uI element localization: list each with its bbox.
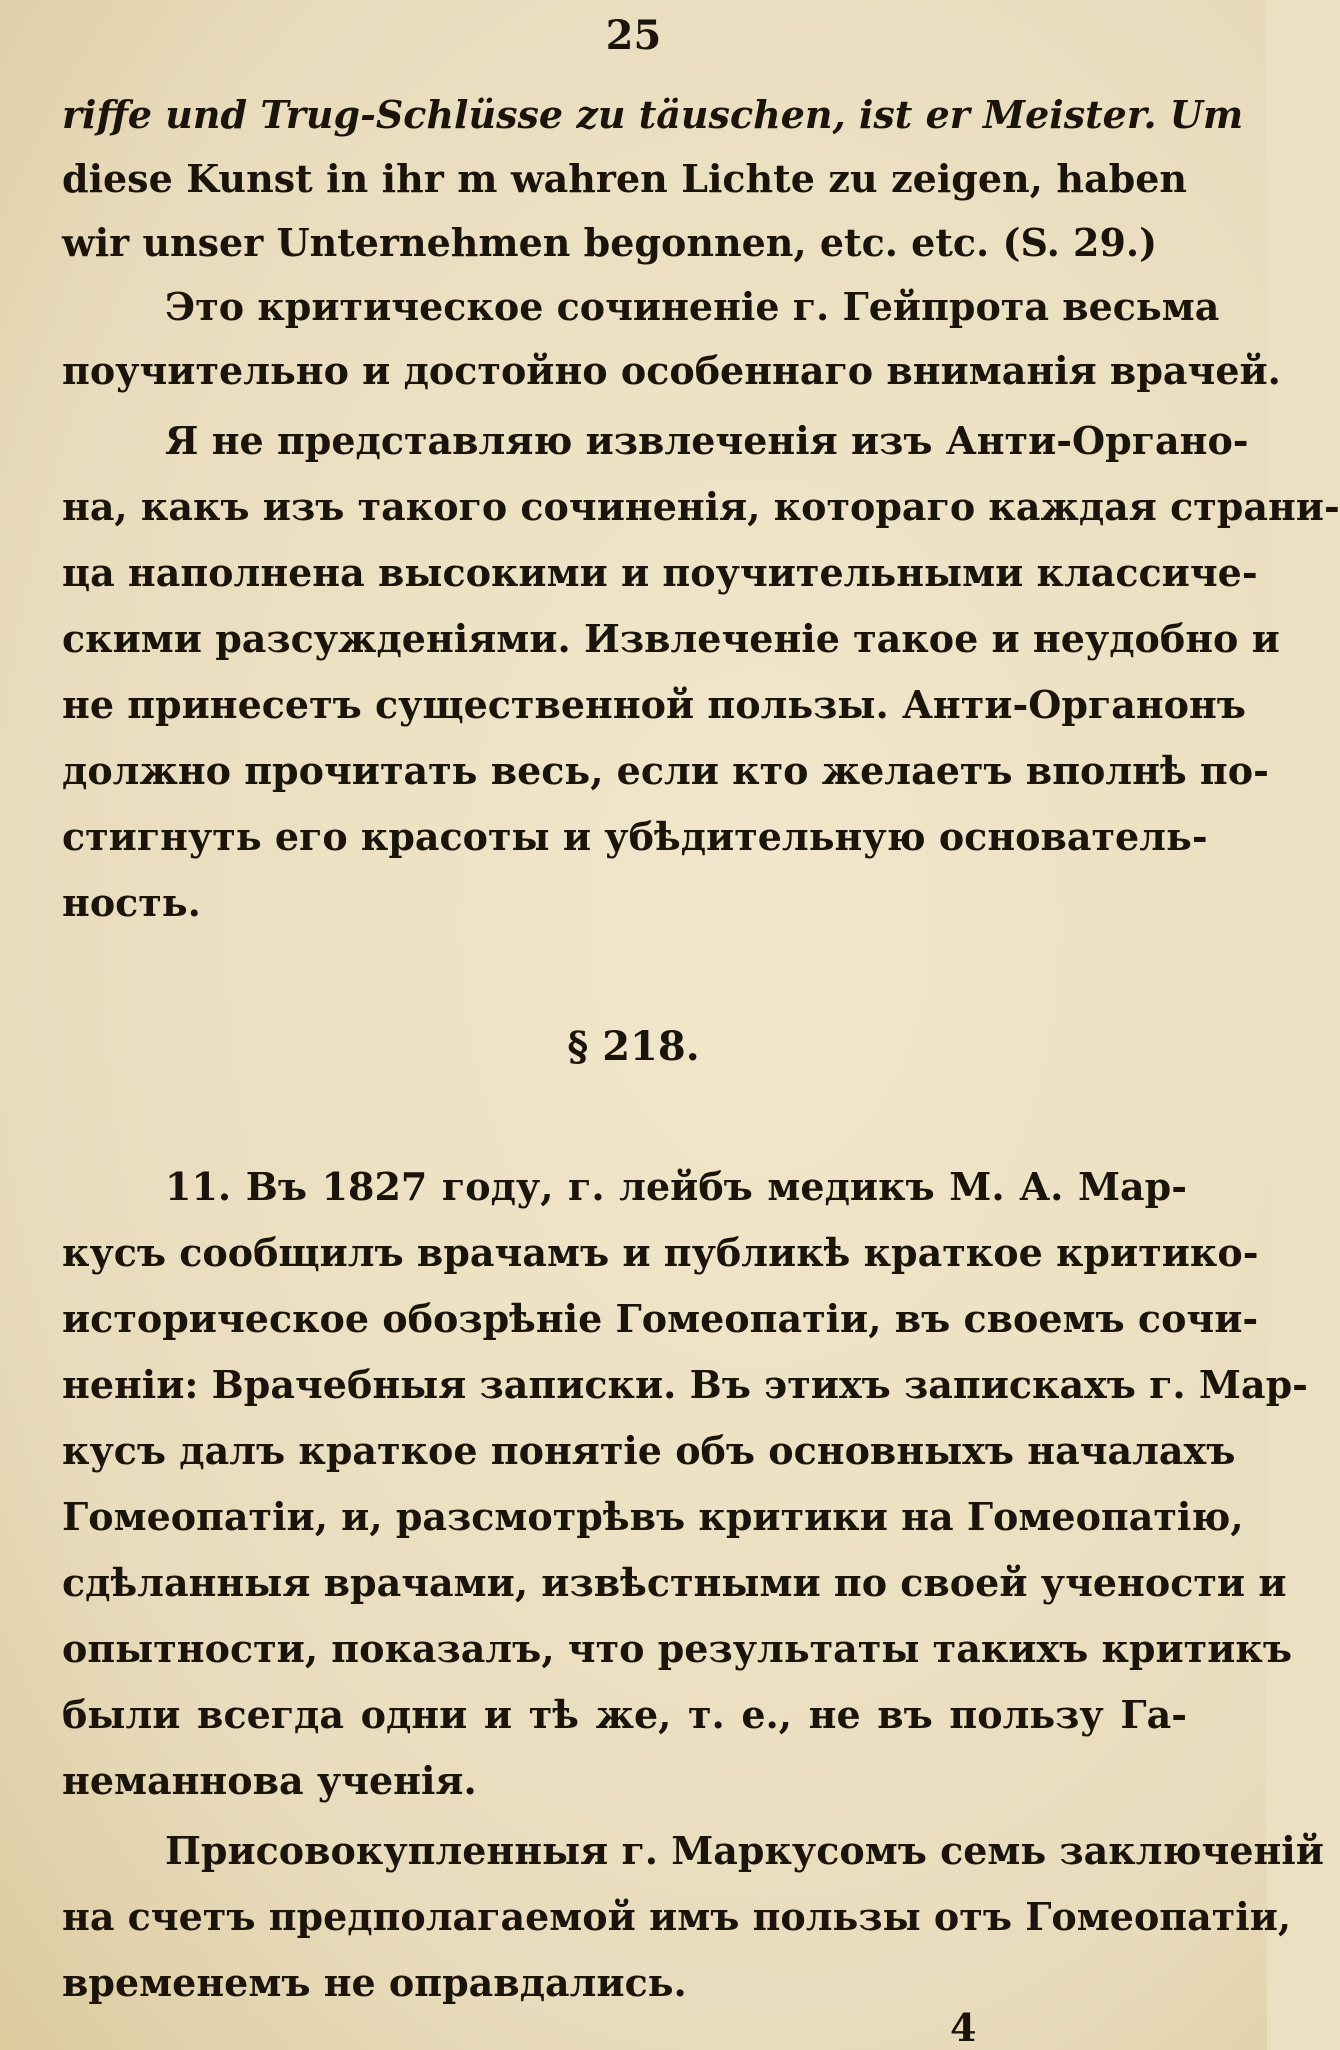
text-line: не принесетъ существенной пользы. Анти-Органонъ (62, 682, 1246, 727)
text-line: Я не представляю извлеченія изъ Анти-Органо- (165, 418, 1249, 463)
text-line: поучительно и достойно особеннаго вниманія врачей. (62, 348, 1281, 393)
text-line: временемъ не оправдались. (62, 1960, 687, 2005)
text-line: 11. Въ 1827 году, г. лейбъ медикъ М. А. Мар- (165, 1164, 1187, 1209)
text-line: Это критическое сочиненіе г. Гейпрота весьма (165, 284, 1220, 329)
text-line: кусъ сообщилъ врачамъ и публикѣ краткое критико- (62, 1230, 1259, 1275)
text-line: скими разсужденіями. Извлеченіе такое и неудобно и (62, 616, 1280, 661)
signature-mark: 4 (950, 2005, 977, 2050)
text-line: Присовокупленныя г. Маркусомъ семь заключеній (165, 1828, 1324, 1873)
text-line: были всегда одни и тѣ же, т. е., не въ пользу Га- (62, 1692, 1187, 1737)
text-line: Гомеопатіи, и, разсмотрѣвъ критики на Гомеопатію, (62, 1494, 1244, 1539)
text-line: ца наполнена высокими и поучительными классиче- (62, 550, 1258, 595)
text-line: неніи: Врачебныя записки. Въ этихъ запискахъ г. Мар- (62, 1362, 1308, 1407)
text-line: на счетъ предполагаемой имъ пользы отъ Гомеопатіи, (62, 1894, 1292, 1939)
page-number: 25 (605, 12, 662, 59)
text-line: ность. (62, 880, 201, 925)
text-line: кусъ далъ краткое понятіе объ основныхъ началахъ (62, 1428, 1236, 1473)
text-line: должно прочитать весь, если кто желаетъ вполнѣ по- (62, 748, 1269, 793)
text-line: riffe und Trug-Schlüsse zu täuschen, ist er Meister. Um (62, 92, 1244, 137)
text-line: опытности, показалъ, что результаты такихъ критикъ (62, 1626, 1293, 1671)
text-line: на, какъ изъ такого сочиненія, котораго каждая страни- (62, 484, 1340, 529)
text-line: wir unser Unternehmen begonnen, etc. etc. (S. 29.) (62, 220, 1158, 265)
text-line: сдѣланныя врачами, извѣстными по своей учености и (62, 1560, 1287, 1605)
text-line: историческое обозрѣніе Гомеопатіи, въ своемъ сочи- (62, 1296, 1259, 1341)
text-line: неманнова ученія. (62, 1758, 477, 1803)
text-line: diese Kunst in ihr m wahren Lichte zu zeigen, haben (62, 156, 1187, 201)
section-heading: § 218. (567, 1023, 700, 1070)
text-line: стигнуть его красоты и убѣдительную основатель- (62, 814, 1208, 859)
